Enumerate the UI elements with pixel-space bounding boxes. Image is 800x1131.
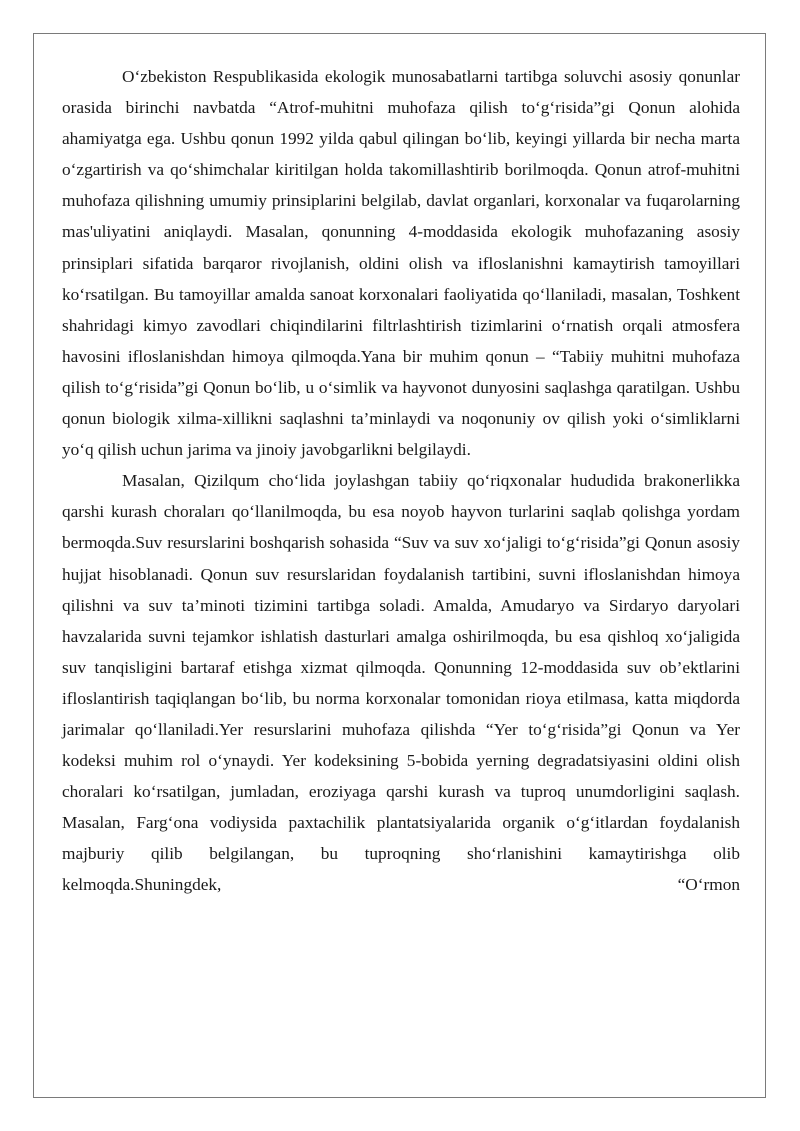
paragraph-1: O‘zbekiston Respublikasida ekologik munosabatlarni tartibga soluvchi asosiy qonunlar orasida birinchi navbatda “Atrof-muhitni muhofaza qilish to‘g‘risida”gi Qonun alohida ahamiyatga ega. Ushbu qonun 1992 yilda qabul qilingan bo‘lib, keyingi yillarda bir necha marta o‘zgartirish va qo‘shimchalar kiritilgan holda takomillashtirib borilmoqda. Qonun atrof-muhitni muhofaza qilishning umumiy prinsiplarini belgilab, davlat organlari, korxonalar va fuqarolarning mas'uliyatini aniqlaydi. Masalan, qonunning 4-moddasida ekologik muhofazaning asosiy prinsiplari sifatida barqaror rivojlanish, oldini olish va ifloslanishni kamaytirish tamoyillari ko‘rsatilgan. Bu tamoyillar amalda sanoat korxonalari faoliyatida qo‘llaniladi, masalan, Toshkent shahridagi kimyo zavodlari chiqindilarini filtrlashtirish tizimlarini o‘rnatish orqali atmosfera havosini ifloslanishdan himoya qilmoqda.Yana bir muhim qonun – “Tabiiy muhitni muhofaza qilish to‘g‘risida”gi Qonun bo‘lib, u o‘simlik va hayvonot dunyosini saqlashga qaratilgan. Ushbu qonun biologik xilma-xillikni saqlashni ta’minlaydi va noqonuniy ov qilish yoki o‘simliklarni yo‘q qilish uchun jarima va jinoiy javobgarlikni belgilaydi.	[62, 67, 740, 460]
document-body	[62, 61, 740, 901]
paragraph-2: Masalan, Qizilqum cho‘lida joylashgan tabiiy qo‘riqxonalar hududida brakonerlikka qarshi kurash choraları qo‘llanilmoqda, bu esa noyob hayvon turlarini saqlab qolishga yordam bermoqda.Suv resurslarini boshqarish sohasida “Suv va suv xo‘jaligi to‘g‘risida”gi Qonun asosiy hujjat hisoblanadi. Qonun suv resurslaridan foydalanish tartibini, suvni ifloslanishdan himoya qilishni va suv ta’minoti tizimini tartibga soladi. Amalda, Amudaryo va Sirdaryo daryolari havzalarida suvni tejamkor ishlatish dasturlari amalga oshirilmoqda, bu esa qishloq xo‘jaligida suv tanqisligini bartaraf etishga xizmat qilmoqda. Qonunning 12-moddasida suv ob’ektlarini ifloslantirish taqiqlangan bo‘lib, bu norma korxonalar tomonidan rioya etilmasa, katta miqdorda jarimalar qo‘llaniladi.Yer resurslarini muhofaza qilishda “Yer to‘g‘risida”gi Qonun va Yer kodeksi muhim rol o‘ynaydi. Yer kodeksining 5-bobida yerning degradatsiyasini oldini olish choralari ko‘rsatilgan, jumladan, eroziyaga qarshi kurash va tuproq unumdorligini saqlash. Masalan, Farg‘ona vodiysida paxtachilik plantatsiyalarida organik o‘g‘itlardan foydalanish majburiy qilib belgilangan, bu tuproqning sho‘rlanishini kamaytirishga olib kelmoqda.Shuningdek, “O‘rmon	[62, 471, 740, 895]
